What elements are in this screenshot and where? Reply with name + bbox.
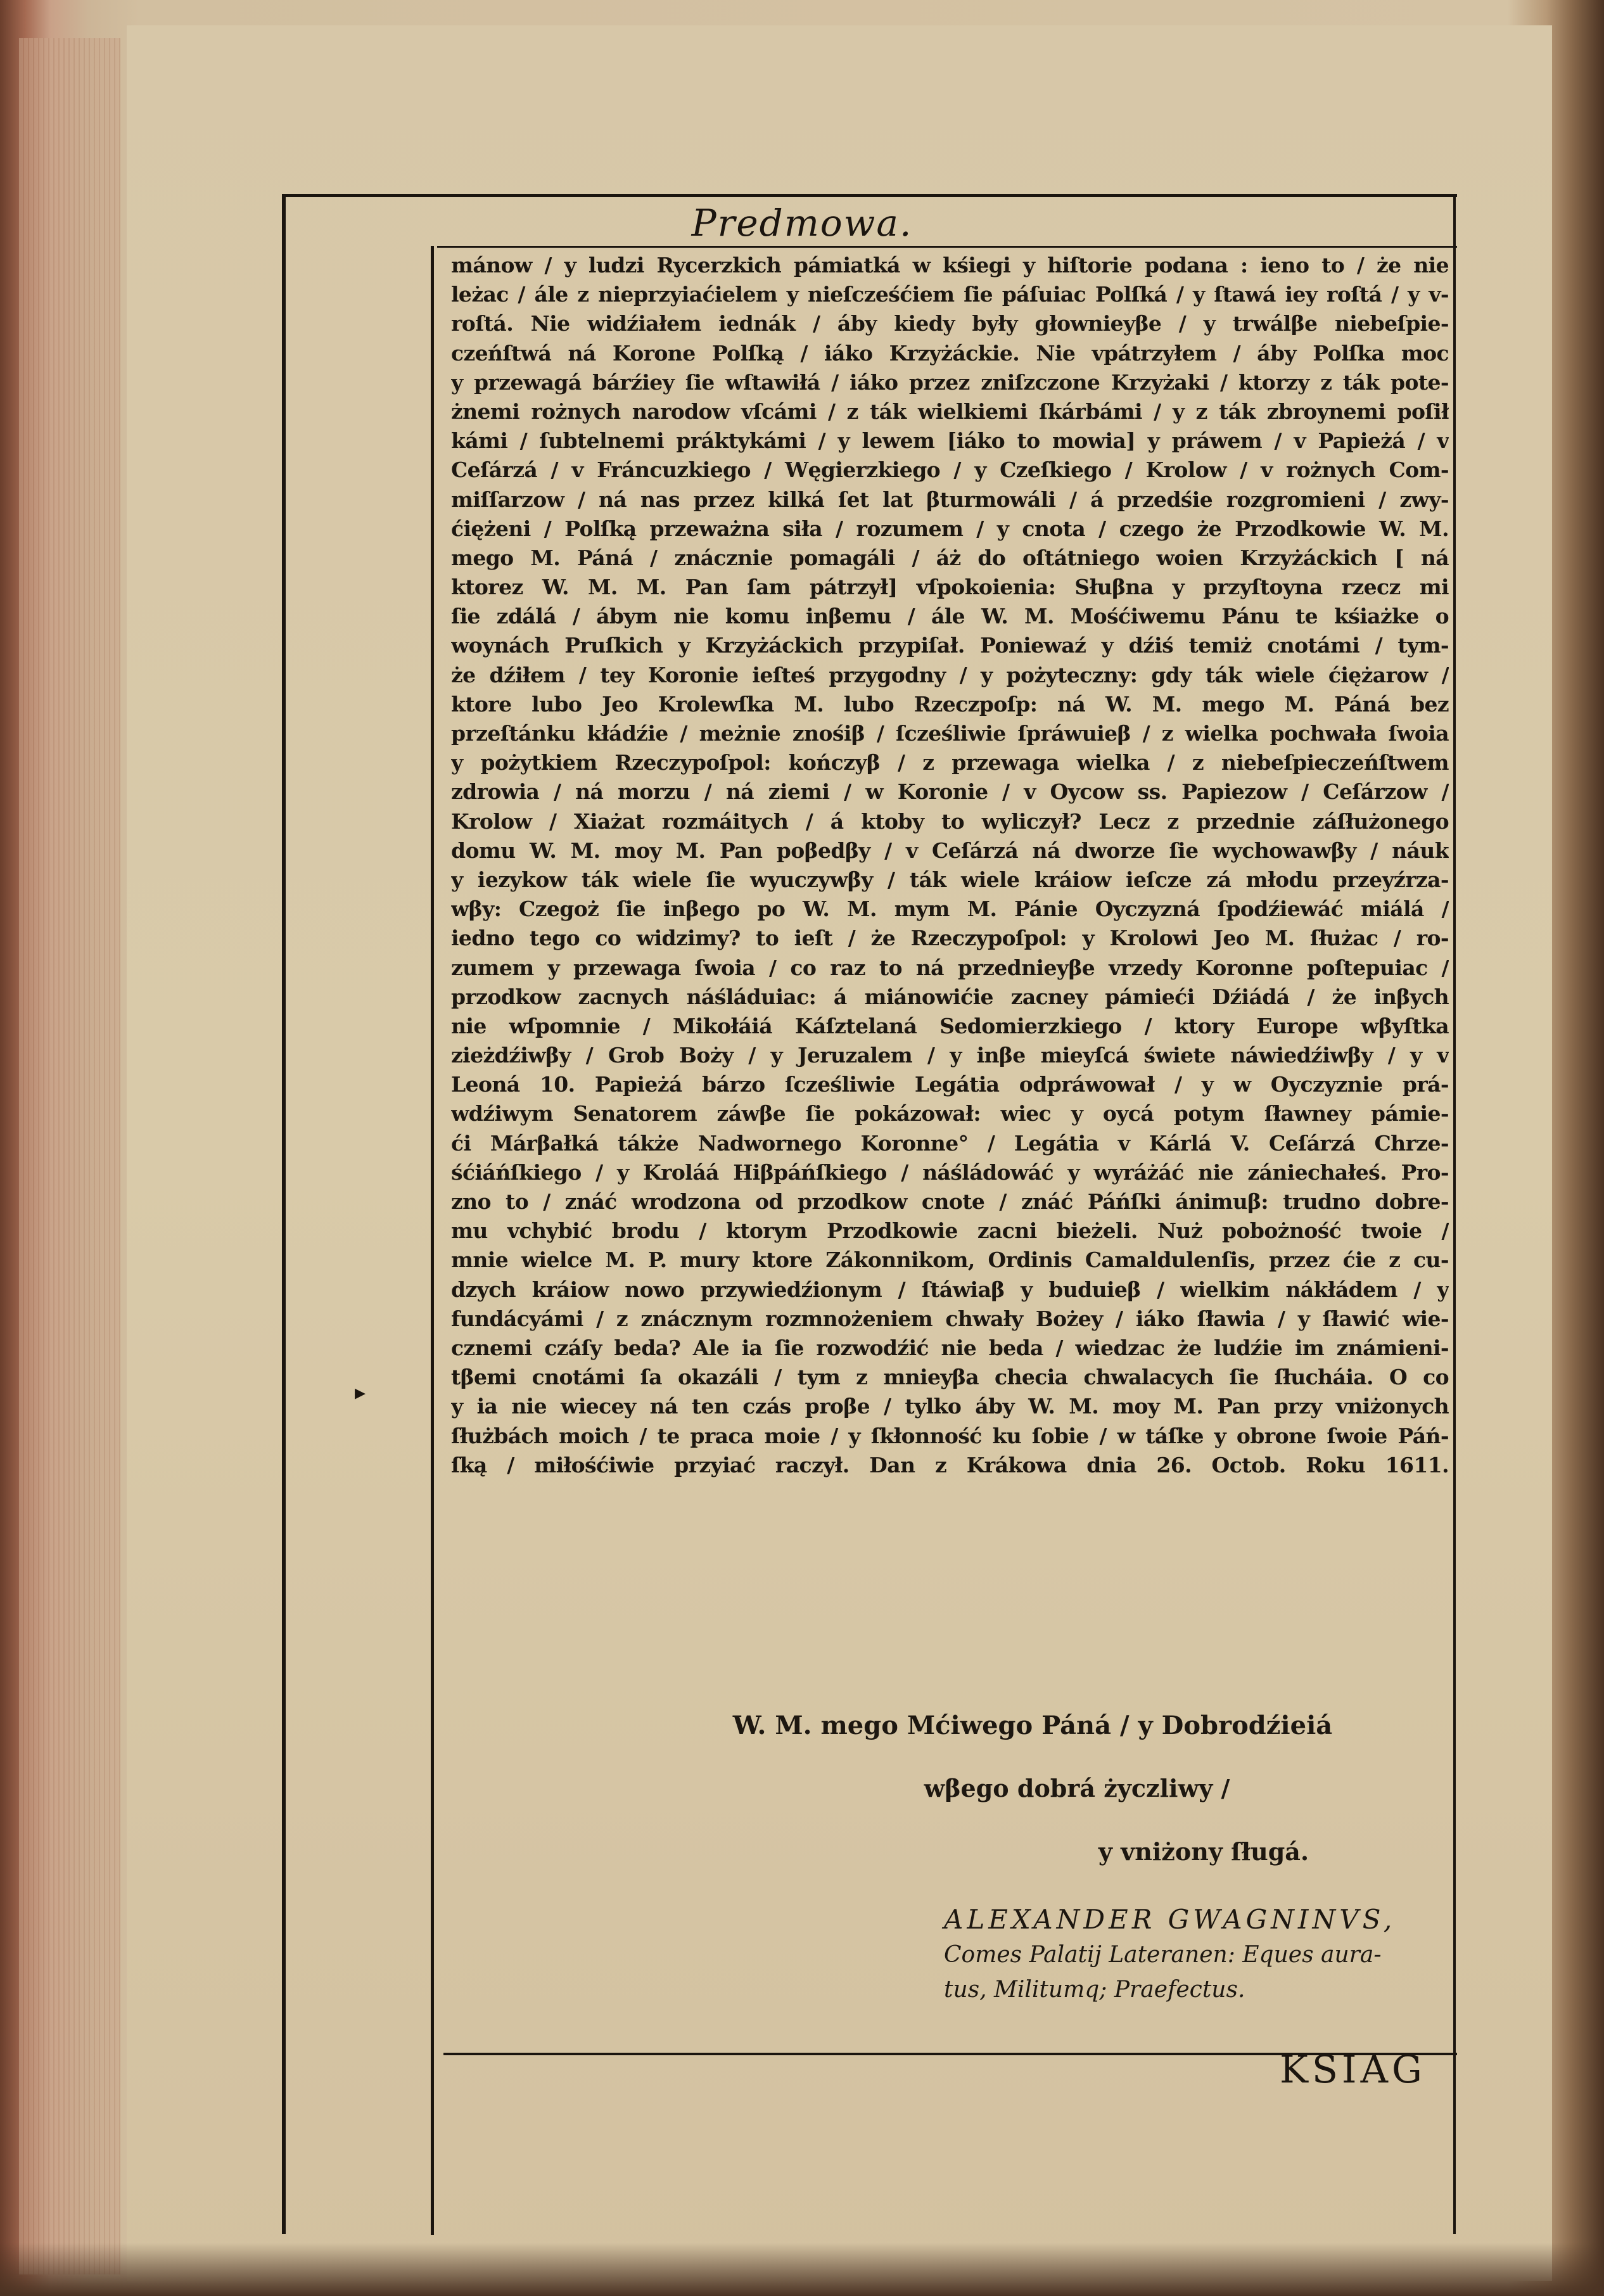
body-text xyxy=(451,251,1449,1480)
text-line: ſłużbách moich / te praca moie / y ſkłonność ku ſobie / w táſke y obrone ſwoie Páń- xyxy=(451,1423,1449,1448)
text-line: iedno tego co widzimy? to ieſt / że Rzeczypoſpol: y Krolowi Jeo M. ſłużac / ro- xyxy=(451,926,1449,951)
text-line: przodkow zacnych náśláduiac: á miánowićie zacney pámieći Dźiádá / że inβych xyxy=(451,984,1449,1009)
text-line: nie wſpomnie / Mikołáiá Káſztelaná Sedomierzkiego / ktory Europe wβyſtka xyxy=(451,1013,1449,1038)
margin-rule-inner xyxy=(431,246,434,2235)
text-line: czeńſtwá ná Korone Polſką / iáko Krzyżáckie. Nie vpátrzyłem / áby Polſka moc xyxy=(451,340,1449,366)
text-line: domu W. M. moy M. Pan poβedβy / v Ceſárzá ná dworze ſie wychowawβy / náuk xyxy=(451,838,1449,863)
text-line: przeſtánku kłádźie / meżnie znośiβ / ſcześliwie ſpráwuieβ / z wielka pochwała ſwoia xyxy=(451,721,1449,746)
text-line: y pożytkiem Rzeczypoſpol: kończyβ / z przewaga wielka / z niebeſpieczeńſtwem xyxy=(451,750,1449,775)
text-line: dzych kráiow nowo przywiedźionym / ſtáwiaβ y buduieβ / wielkim nákłádem / y xyxy=(451,1277,1449,1302)
text-line: ći Márβałká tákże Nadwornego Koronne° / Legátia v Kárlá V. Ceſárzá Chrze- xyxy=(451,1130,1449,1156)
text-line: zdrowia / ná morzu / ná ziemi / w Koronie / v Oycow ss. Papiezow / Ceſárzow / xyxy=(451,779,1449,805)
text-line: zno to / znáć wrodzona od przodkow cnote / znáć Páńſki ánimuβ: trudno dobre- xyxy=(451,1189,1449,1214)
margin-pointer-icon: ▸ xyxy=(355,1380,366,1405)
text-line: woynách Pruſkich y Krzyżáckich przypiſał. Poniewaź y dźiś temiż cnotámi / tym- xyxy=(451,633,1449,658)
text-line: fundácyámi / z znácznym rozmnożeniem chwały Bożey / iáko ſławia / y ſławić wie- xyxy=(451,1306,1449,1331)
text-line: cznemi czáſy beda? Ale ia ſie rozwodźić nie beda / wiedzac że ludźie im známieni- xyxy=(451,1335,1449,1360)
text-line: y ia nie wiecey ná ten czás proβe / tylko áby W. M. moy M. Pan przy vniżonych xyxy=(451,1394,1449,1419)
running-head: Predmowa. xyxy=(691,201,913,245)
text-line: że dźiłem / tey Koronie ieſteś przygodny / y pożyteczny: gdy ták wiele ćiężarow / xyxy=(451,662,1449,687)
text-line: ſie zdálá / ábym nie komu inβemu / ále W. M. Mośćiwemu Pánu te kśiażke o xyxy=(451,604,1449,629)
header-rule-lower xyxy=(437,246,1457,248)
text-line: śćiáńſkiego / y Kroláá Hiβpáńſkiego / náśládowáć y wyráżáć nie zániechałeś. Pro- xyxy=(451,1159,1449,1185)
text-line: Krolow / Xiażat rozmáitych / á ktoby to wyliczył? Lecz z przednie záſłużonego xyxy=(451,808,1449,834)
closing-line-2: wβego dobrá życzliwy / xyxy=(924,1774,1230,1802)
closing-line-3: y vniżony ſługá. xyxy=(1098,1837,1309,1866)
text-line: ktore lubo Jeo Krolewſka M. lubo Rzeczpoſp: ná W. M. mego M. Páná bez xyxy=(451,691,1449,717)
signature-name: ALEXANDER GWAGNINVS, xyxy=(944,1904,1396,1935)
catchword: KSIAG xyxy=(1280,2048,1426,2092)
text-line: żnemi rożnych narodow vſcámi / z ták wielkiemi ſkárbámi / y z ták zbroynemi poſił xyxy=(451,399,1449,424)
text-line: y iezykow ták wiele ſie wyuczywβy / ták wiele kráiow ieſcze zá młodu przeyźrza- xyxy=(451,867,1449,892)
closing-line-1: W. M. mego Mćiwego Páná / y Dobrodźieiá xyxy=(732,1711,1333,1740)
text-line: mego M. Páná / znácznie pomagáli / áż do oſtátniego woien Krzyżáckich [ ná xyxy=(451,545,1449,570)
text-line: ſką / miłośćiwie przyiać raczył. Dan z Krákowa dnia 26. Octob. Roku 1611. xyxy=(451,1452,1449,1477)
text-line: Leoná 10. Papieżá bárzo ſcześliwie Legátia odpráwował / y w Oyczyznie prá- xyxy=(451,1072,1449,1097)
text-line: mnie wielce M. P. mury ktore Zákonnikom, Ordinis Camaldulenſis, przez ćie z cu- xyxy=(451,1247,1449,1273)
text-line: zumem y przewaga ſwoia / co raz to ná przednieyβe vrzedy Koronne poſtepuiac / xyxy=(451,955,1449,980)
header-rule xyxy=(282,194,1457,197)
text-line: wβy: Czegoż ſie inβego po W. M. mym M. Pánie Oyczyzná ſpodźiewáć miálá / xyxy=(451,896,1449,922)
margin-rule-left xyxy=(282,194,286,2234)
text-line: roſtá. Nie widźiałem iednák / áby kiedy były głownieyβe / y trwálβe niebeſpie- xyxy=(451,311,1449,336)
text-line: Ceſárzá / v Fráncuzkiego / Węgierzkiego / y Czeſkiego / Krolow / v rożnych Com- xyxy=(451,457,1449,483)
text-line: kámi / ſubtelnemi práktykámi / y lewem [iáko to mowia] y práwem / v Papieżá / v xyxy=(451,428,1449,454)
text-line: wdźiwym Senatorem záwβe ſie pokázował: wiec y oycá potym ſławney pámie- xyxy=(451,1101,1449,1126)
text-line: mu vchybić brodu / ktorym Przodkowie zacni bieżeli. Nuż pobożność twoie / xyxy=(451,1218,1449,1244)
text-line: zieżdźiwβy / Grob Boży / y Jeruzalem / y inβe mieyſcá świete náwiedźiwβy / y v xyxy=(451,1043,1449,1068)
text-line: ktorez W. M. M. Pan ſam pátrzył] vſpokoienia: Słuβna y przyſtoyna rzecz mi xyxy=(451,575,1449,600)
text-line: y przewagá bárźiey ſie wſtawiłá / iáko przez zniſzczone Krzyżaki / ktorzy z ták pote- xyxy=(451,369,1449,395)
text-line: miſſarzow / ná nas przez kilká ſet lat βturmowáli / á przedśie rozgromieni / zwy- xyxy=(451,487,1449,512)
text-line: mánow / y ludzi Rycerzkich pámiatká w kśiegi y hiſtorie podana : ieno to / że nie xyxy=(451,253,1449,277)
page-edges xyxy=(19,38,120,2274)
text-line: leżac / ále z nieprzyiaćielem y nieſcześćiem ſie páſuiac Polſká / y ſtawá iey roſtá / y v- xyxy=(451,282,1449,307)
text-line: tβemi cnotámi ſa okazáli / tym z mnieyβa checia chwalacych ſie ſłucháia. O co xyxy=(451,1365,1449,1390)
signature-title-1: Comes Palatij Lateranen: Eques aura- xyxy=(944,1942,1382,1968)
signature-title-2: tus, Militumq; Praefectus. xyxy=(944,1977,1245,2003)
text-line: ćiężeni / Polſką przeważna siła / rozumem / y cnota / czego że Przodkowie W. M. xyxy=(451,516,1449,541)
binding-shadow xyxy=(0,2243,1604,2296)
